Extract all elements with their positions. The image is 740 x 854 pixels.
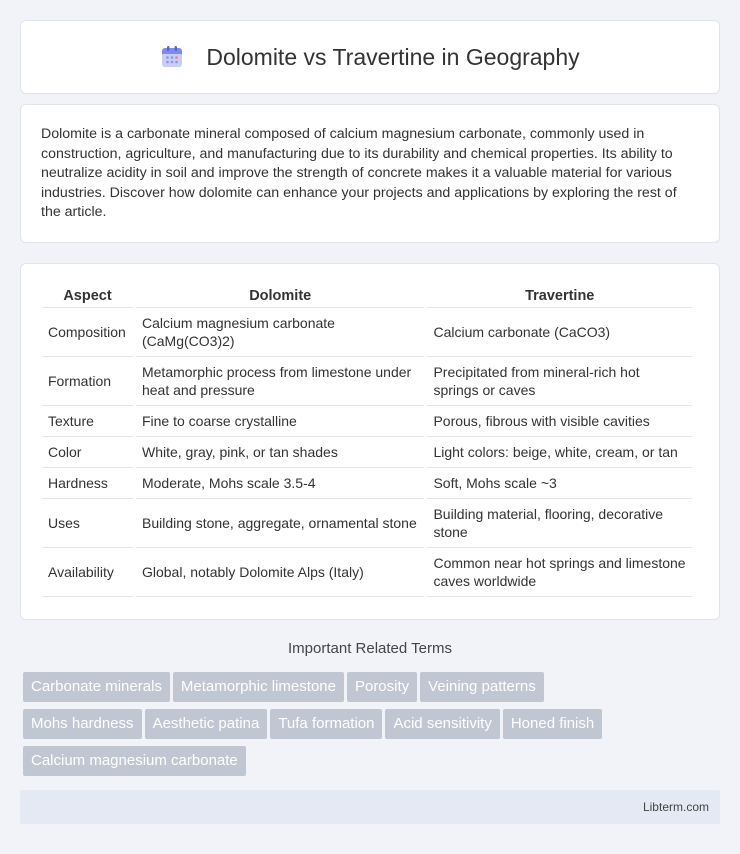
related-terms-list: [23, 672, 723, 783]
tag-link[interactable]: Mohs hardness: [23, 709, 142, 739]
table-cell: Uses: [42, 499, 133, 548]
table-header-row: [42, 284, 692, 308]
table-cell: Texture: [42, 406, 133, 437]
header-travertine: Travertine: [427, 284, 692, 308]
footer-site-link[interactable]: Libterm.com: [642, 800, 709, 814]
header-aspect: Aspect: [42, 284, 133, 308]
related-terms-title: Important Related Terms: [288, 640, 452, 657]
tag-link[interactable]: Honed finish: [503, 709, 602, 739]
tag-link[interactable]: Porosity: [347, 672, 417, 702]
table-row: [42, 468, 692, 499]
table-cell: Soft, Mohs scale ~3: [427, 468, 692, 499]
header-dolomite: Dolomite: [136, 284, 424, 308]
table-row: [42, 406, 692, 437]
table-cell: Hardness: [42, 468, 133, 499]
tag-link[interactable]: Aesthetic patina: [145, 709, 268, 739]
table-cell: Building stone, aggregate, ornamental stone: [136, 499, 424, 548]
tag-link[interactable]: Tufa formation: [270, 709, 382, 739]
comparison-table: [39, 284, 695, 597]
footer: [20, 790, 720, 824]
tag-link[interactable]: Calcium magnesium carbonate: [23, 746, 246, 776]
table-cell: Composition: [42, 308, 133, 357]
table-cell: Availability: [42, 548, 133, 597]
table-row: [42, 499, 692, 548]
table-row: [42, 357, 692, 406]
table-cell: Common near hot springs and limestone caves worldwide: [427, 548, 692, 597]
table-cell: Metamorphic process from limestone under heat and pressure: [136, 357, 424, 406]
calendar-grid-icon: [160, 45, 184, 69]
table-cell: Porous, fibrous with visible cavities: [427, 406, 692, 437]
tag-link[interactable]: Acid sensitivity: [385, 709, 499, 739]
table-cell: Global, notably Dolomite Alps (Italy): [136, 548, 424, 597]
table-cell: Light colors: beige, white, cream, or tan: [427, 437, 692, 468]
table-row: [42, 548, 692, 597]
tag-link[interactable]: Veining patterns: [420, 672, 544, 702]
title-card: [20, 20, 720, 94]
comparison-table-card: [20, 263, 720, 620]
tag-link[interactable]: Carbonate minerals: [23, 672, 170, 702]
intro-card: [20, 104, 720, 243]
table-cell: Precipitated from mineral-rich hot springs or caves: [427, 357, 692, 406]
table-cell: Calcium carbonate (CaCO3): [427, 308, 692, 357]
table-row: [42, 437, 692, 468]
table-cell: Formation: [42, 357, 133, 406]
page-title: Dolomite vs Travertine in Geography: [206, 43, 580, 70]
table-row: [42, 308, 692, 357]
table-cell: Building material, flooring, decorative stone: [427, 499, 692, 548]
table-cell: Calcium magnesium carbonate (CaMg(CO3)2): [136, 308, 424, 357]
table-cell: Fine to coarse crystalline: [136, 406, 424, 437]
table-cell: Moderate, Mohs scale 3.5-4: [136, 468, 424, 499]
table-cell: White, gray, pink, or tan shades: [136, 437, 424, 468]
table-cell: Color: [42, 437, 133, 468]
tag-link[interactable]: Metamorphic limestone: [173, 672, 344, 702]
intro-text: Dolomite is a carbonate mineral composed of calcium magnesium carbonate, commonly used in construction, agriculture, and manufacturing due to its durability and chemical properties. Its ability to neutralize acidity in soil and improve the strength of concrete makes it a valuable material for various industries. Discover how dolomite can enhance your projects and applications by exploring the rest of the article.: [41, 126, 677, 221]
